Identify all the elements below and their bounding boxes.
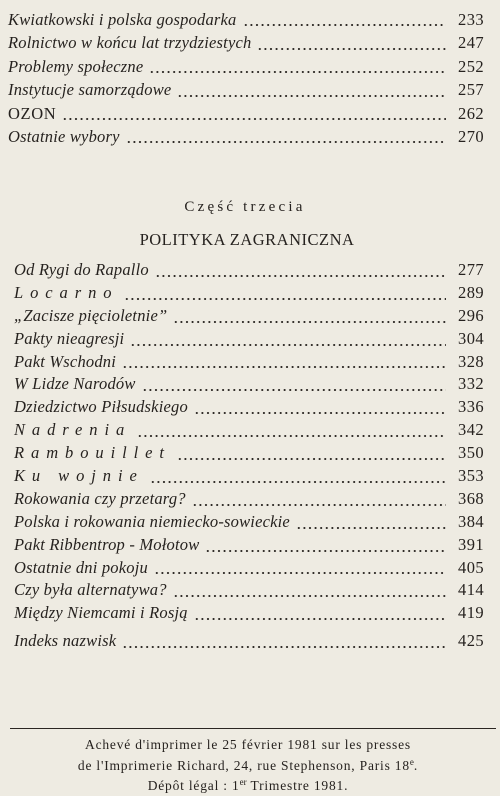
entry-page-number: 304 — [458, 328, 484, 348]
entry-title: Pakty nieagresji — [14, 328, 125, 348]
dot-leader — [243, 8, 447, 31]
colophon-line-2-end: . — [413, 757, 419, 773]
entry-title: Od Rygi do Rapallo — [14, 260, 149, 279]
entry-page-number: 233 — [458, 10, 484, 29]
toc-entry — [14, 328, 484, 351]
entry-title: Ostatnie dni pokoju — [14, 557, 148, 577]
entry-title: Ku wojnie — [14, 466, 144, 486]
entry-title: Nadrenia — [14, 420, 132, 440]
dot-leader — [205, 534, 446, 557]
toc-entry — [8, 102, 484, 125]
entry-title: OZON — [8, 103, 57, 123]
dot-leader — [154, 557, 446, 580]
toc-entry — [14, 579, 484, 602]
dot-leader — [177, 442, 446, 465]
dot-leader — [126, 125, 446, 148]
entry-page-number: 405 — [458, 557, 484, 577]
toc-entry — [14, 488, 484, 511]
table-of-contents-part-three — [14, 259, 484, 653]
entry-title: Rokowania czy przetarg? — [14, 488, 186, 508]
entry-page-number: 296 — [458, 305, 484, 325]
toc-entry — [8, 31, 484, 54]
entry-page-number: 262 — [458, 103, 484, 123]
entry-title: Rolnictwo w końcu lat trzydziestych — [8, 33, 252, 53]
dot-leader — [192, 488, 446, 511]
entry-page-number: 328 — [458, 351, 484, 371]
dot-leader — [142, 373, 446, 396]
entry-page-number: 419 — [458, 603, 484, 623]
entry-title: Instytucje samorządowe — [8, 80, 172, 100]
dot-leader — [173, 305, 446, 328]
toc-entry — [14, 259, 484, 282]
entry-title: W Lidze Narodów — [14, 374, 136, 394]
entry-title: „Zacisze pięcioletnie” — [14, 305, 168, 325]
dot-leader — [194, 602, 446, 625]
toc-entry-index — [14, 630, 484, 653]
toc-entry — [14, 373, 484, 396]
entry-title: Locarno — [14, 282, 119, 302]
toc-entry — [14, 465, 484, 488]
dot-leader — [155, 259, 446, 282]
entry-page-number: 342 — [458, 420, 484, 440]
entry-page-number: 350 — [458, 443, 484, 463]
part-label: Część trzecia — [184, 199, 306, 215]
divider-rule — [10, 728, 496, 729]
toc-entry — [14, 602, 484, 625]
entry-title: Kwiatkowski i polska gospodarka — [8, 10, 237, 29]
entry-title: Dziedzictwo Piłsudskiego — [14, 397, 188, 417]
dot-leader — [122, 630, 446, 653]
colophon-line-2-text: de l'Imprimerie Richard, 24, rue Stephenson, Paris 18 — [77, 757, 410, 773]
toc-entry — [8, 8, 484, 31]
entry-title: Między Niemcami i Rosją — [14, 603, 188, 623]
entry-title: Pakt Ribbentrop - Mołotow — [14, 534, 200, 554]
entry-page-number: 270 — [458, 126, 484, 146]
toc-entry — [14, 511, 484, 534]
colophon-line-3 — [0, 776, 496, 796]
entry-title: Indeks nazwisk — [14, 631, 117, 651]
colophon-line-3-text: Dépôt légal : 1 — [147, 778, 240, 793]
entry-page-number: 289 — [458, 282, 484, 302]
toc-entry — [8, 78, 484, 101]
entry-page-number: 257 — [458, 80, 484, 100]
dot-leader — [150, 465, 446, 488]
entry-page-number: 332 — [458, 374, 484, 394]
colophon-line-1: Achevé d'imprimer le 25 février 1981 sur les presses — [85, 737, 411, 752]
toc-entry — [14, 396, 484, 419]
toc-entry — [14, 534, 484, 557]
toc-entry — [14, 442, 484, 465]
entry-page-number: 252 — [458, 56, 484, 76]
part-heading: POLITYKA ZAGRANICZNA — [139, 230, 355, 249]
entry-title: Problemy społeczne — [8, 56, 144, 76]
entry-page-number: 414 — [458, 580, 484, 600]
dot-leader — [62, 102, 446, 125]
colophon-line-2-superscript: e — [409, 756, 414, 767]
colophon-line-3-superscript: er — [239, 777, 247, 787]
entry-page-number: 336 — [458, 397, 484, 417]
dot-leader — [137, 419, 446, 442]
toc-entry — [14, 351, 484, 374]
dot-leader — [130, 328, 446, 351]
toc-entry — [14, 419, 484, 442]
entry-title: Polska i rokowania niemiecko-sowieckie — [14, 511, 290, 531]
entry-title: Pakt Wschodni — [14, 351, 117, 371]
dot-leader — [177, 78, 446, 101]
toc-entry — [8, 55, 484, 78]
toc-entry — [8, 125, 484, 148]
dot-leader — [296, 511, 446, 534]
dot-leader — [149, 55, 446, 78]
colophon-line-3-end: Trimestre 1981. — [246, 778, 349, 793]
toc-entry — [14, 557, 484, 580]
entry-page-number: 391 — [458, 534, 484, 554]
dot-leader — [122, 351, 446, 374]
toc-entry — [14, 282, 484, 305]
colophon — [0, 735, 496, 796]
colophon-line-2 — [0, 756, 496, 777]
entry-title: Rambouillet — [14, 443, 171, 463]
entry-title: Czy była alternatywa? — [14, 580, 167, 600]
entry-page-number: 247 — [458, 33, 484, 53]
dot-leader — [173, 579, 446, 602]
entry-page-number: 425 — [458, 631, 484, 651]
entry-title: Ostatnie wybory — [8, 126, 120, 146]
dot-leader — [124, 282, 446, 305]
entry-page-number: 384 — [458, 511, 484, 531]
entry-page-number: 353 — [458, 466, 484, 486]
dot-leader — [194, 396, 446, 419]
entry-page-number: 368 — [458, 488, 484, 508]
dot-leader — [257, 31, 446, 54]
toc-entry — [14, 305, 484, 328]
table-of-contents-continued — [8, 8, 484, 148]
entry-page-number: 277 — [458, 260, 484, 279]
